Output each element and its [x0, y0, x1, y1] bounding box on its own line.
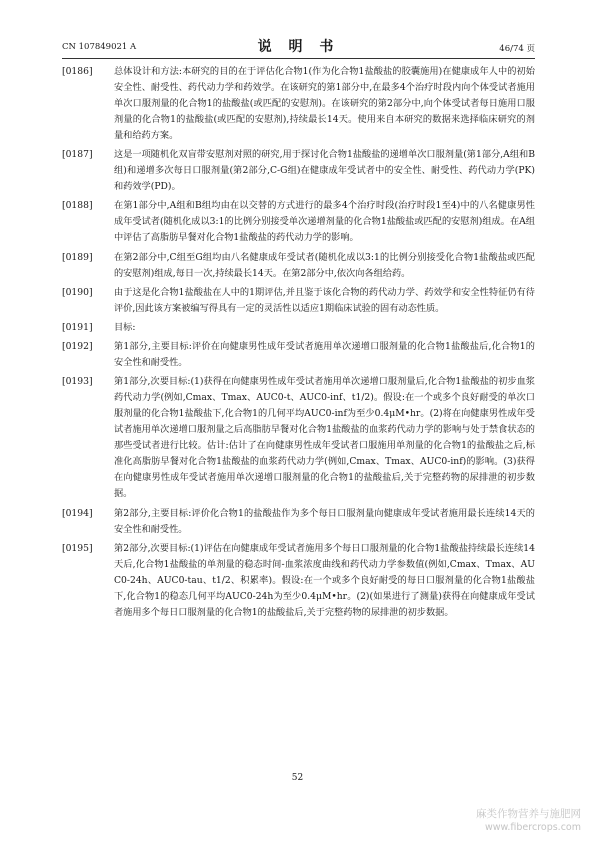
paragraph	[62, 64, 535, 144]
watermark-url: www.fibercrops.com	[484, 822, 581, 833]
paragraph-number: [0195]	[62, 542, 93, 554]
section-title: 说 明 书	[257, 39, 340, 55]
page-header	[62, 36, 535, 56]
paragraph-number: [0194]	[62, 507, 93, 519]
paragraph	[62, 339, 535, 371]
paragraph-text: 第2部分,次要目标:(1)评估在向健康成年受试者施用多个每日口服剂量的化合物1盐酸盐持续最长连续14天后,化合物1盐酸盐的单剂量的稳态时间-血浆浓度曲线和药代动力学参数值(例如,Cmax、Tmax、AUC0-24h、AUC0-tau、t1/2、积累率)。假设:在一个或多个良好耐受的每日口服剂量的化合物1盐酸盐下,化合物1的稳态几何平均AUC0-24h为至少0.4μM•hr。(2)(如果进行了测量)获得在向健康成年受试者施用多个每日口服剂量的化合物1的盐酸盐后,关于完整药物的尿排泄的初步数据。	[114, 542, 535, 618]
paragraph-number: [0188]	[62, 200, 93, 212]
paragraph	[62, 320, 535, 336]
paragraph	[62, 541, 535, 621]
paragraph-text: 目标:	[114, 321, 136, 333]
paragraph-text: 由于这是化合物1盐酸盐在人中的1期评估,并且鉴于该化合物的药代动力学、药效学和安全性特征仍有待评价,因此该方案被编写得具有一定的灵活性以适应1期临床试验的固有动态性质。	[114, 286, 535, 314]
paragraph	[62, 250, 535, 282]
paragraph-number: [0186]	[62, 66, 93, 77]
paragraph-text: 在第1部分中,A组和B组均由在以交替的方式进行的最多4个治疗时段(治疗时段1至4)中的八名健康男性成年受试者(随机化成以3:1的比例分别接受单次递增剂量的化合物1盐酸盐或匹配的安慰剂)组成。在A组中评估了高脂肪早餐对化合物1盐酸盐的药代动力学的影响。	[114, 200, 535, 244]
paragraph	[62, 198, 535, 246]
paragraph-number: [0193]	[62, 376, 93, 388]
paragraph-number: [0190]	[62, 286, 93, 298]
paragraph	[62, 506, 535, 538]
watermark-text: 麻类作物营养与施肥网	[476, 808, 581, 820]
paragraph-number: [0189]	[62, 251, 93, 263]
paragraph-text: 第2部分,主要目标:评价化合物1的盐酸盐作为多个每日口服剂量向健康成年受试者施用最长连续14天的安全性和耐受性。	[114, 507, 535, 535]
paragraph	[62, 285, 535, 317]
paragraph-number: [0191]	[62, 321, 93, 333]
page-fraction: 46/74 页	[499, 44, 535, 54]
paragraph-number: [0187]	[62, 149, 93, 161]
paragraph-number: [0192]	[62, 341, 93, 353]
page-number: 52	[291, 773, 304, 783]
paragraph-text: 这是一项随机化双盲带安慰剂对照的研究,用于探讨化合物1盐酸盐的递增单次口服剂量(第1部分,A组和B组)和递增多次每日口服剂量(第2部分,C-G组)在健康成年受试者中的安全性、耐受性、药代动力学(PK)和药效学(PD)。	[114, 149, 535, 193]
header-rule	[62, 58, 535, 59]
paragraph-text: 第1部分,次要目标:(1)获得在向健康男性成年受试者施用单次递增口服剂量后,化合物1盐酸盐的初步血浆药代动力学(例如,Cmax、Tmax、AUC0-t、AUC0-inf、t1/2)。假设:在一个或多个良好耐受的单次口服剂量的化合物1盐酸盐下,化合物1的几何平均AUC0-inf为至少0.4μM•hr。(2)将在向健康男性成年受试者施用单次递增口服剂量之后高脂肪早餐对化合物1盐酸盐的血浆药代动力学的影响与处于禁食状态的那些受试者进行比较。估计:估计了在向健康男性成年受试者口服施用单剂量的化合物1的盐酸盐之后,标准化高脂肪早餐对化合物1盐酸盐的血浆药代动力学(例如,Cmax、Tmax、AUC0-inf)的影响。(3)获得在向健康男性成年受试者施用单次递增口服剂量的化合物1的盐酸盐后,关于完整药物的尿排泄的初步数据。	[114, 376, 535, 500]
document-body	[62, 64, 535, 624]
watermark	[476, 808, 581, 834]
paragraph-text: 第1部分,主要目标:评价在向健康男性成年受试者施用单次递增口服剂量的化合物1盐酸盐后,化合物1的安全性和耐受性。	[114, 341, 535, 369]
paragraph	[62, 147, 535, 195]
paragraph	[62, 374, 535, 502]
paragraph-text: 总体设计和方法:本研究的目的在于评估化合物1(作为化合物1盐酸盐的胶囊施用)在健康成年人中的初始安全性、耐受性、药代动力学和药效学。在该研究的第1部分中,在最多4个治疗时段内向个体受试者施用单次口服剂量的化合物1的盐酸盐(或匹配的安慰剂)。在该研究的第2部分中,向个体受试者每日施用口服剂量的化合物1的盐酸盐(或匹配的安慰剂),持续最长14天。使用来自本研究的数据来选择临床研究的剂量和给药方案。	[114, 66, 535, 141]
patent-number: CN 107849021 A	[62, 42, 137, 52]
paragraph-text: 在第2部分中,C组至G组均由八名健康成年受试者(随机化成以3:1的比例分别接受化合物1盐酸盐或匹配的安慰剂)组成,每日一次,持续最长14天。在第2部分中,依次向各组给药。	[114, 251, 535, 279]
